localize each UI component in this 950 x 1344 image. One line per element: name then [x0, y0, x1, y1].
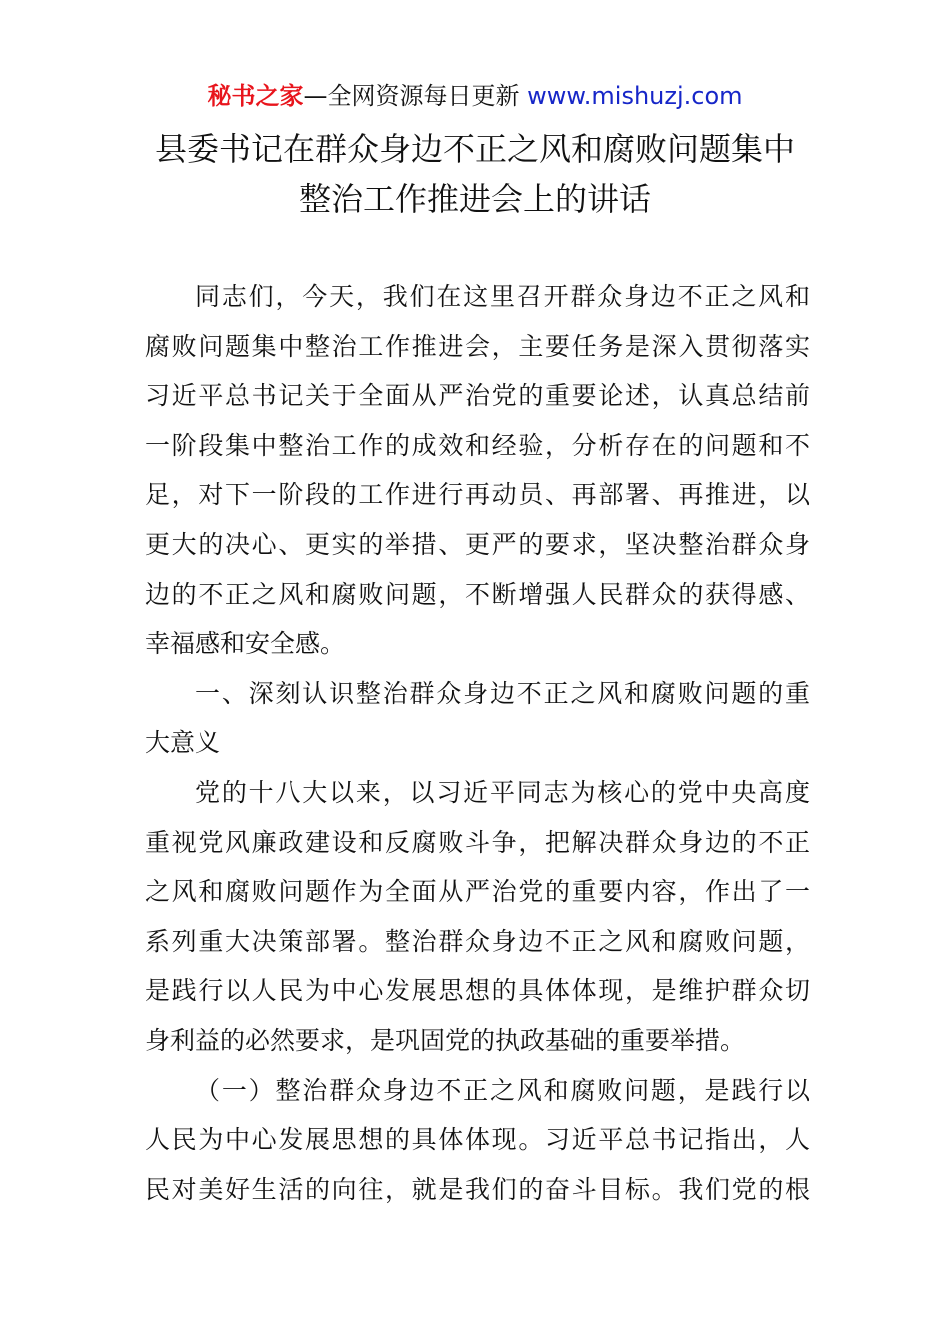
body-line: 党的十八大以来，以习近平同志为核心的党中央高度	[195, 777, 810, 807]
body-line: 边的不正之风和腐败问题，不断增强人民群众的获得感、	[145, 579, 810, 609]
site-tagline: —全网资源每日更新	[303, 82, 528, 110]
body-line: 一阶段集中整治工作的成效和经验，分析存在的问题和不	[145, 430, 810, 460]
body-line: 身利益的必然要求，是巩固党的执政基础的重要举措。	[145, 1025, 746, 1055]
body-line: 腐败问题集中整治工作推进会，主要任务是深入贯彻落实	[145, 331, 810, 361]
body-line: 人民为中心发展思想的具体体现。习近平总书记指出，人	[145, 1125, 810, 1155]
body-line: 习近平总书记关于全面从严治党的重要论述，认真总结前	[145, 381, 810, 411]
site-header	[0, 80, 950, 112]
site-brand: 秘书之家	[207, 82, 304, 110]
body-line: 同志们，今天，我们在这里召开群众身边不正之风和	[195, 282, 810, 311]
site-url-link[interactable]: www.mishuzj.com	[527, 82, 743, 110]
title-line-1: 县委书记在群众身边不正之风和腐败问题集中	[154, 130, 795, 168]
body-line: 更大的决心、更实的举措、更严的要求，坚决整治群众身	[145, 529, 810, 559]
body-line: 幸福感和安全感。	[145, 629, 346, 659]
body-line: 重视党风廉政建设和反腐败斗争，把解决群众身边的不正	[145, 827, 810, 857]
body-line: 足，对下一阶段的工作进行再动员、再部署、再推进，以	[145, 480, 810, 510]
title-line-2: 整治工作推进会上的讲话	[298, 180, 651, 218]
body-line: 是践行以人民为中心发展思想的具体体现，是维护群众切	[145, 976, 810, 1006]
section-heading-line: 一、深刻认识整治群众身边不正之风和腐败问题的重	[195, 678, 810, 708]
body-line: 民对美好生活的向往，就是我们的奋斗目标。我们党的根	[145, 1174, 810, 1204]
document-title	[100, 124, 850, 224]
section-heading-line: 大意义	[145, 728, 221, 758]
body-line: 之风和腐败问题作为全面从严治党的重要内容，作出了一	[145, 877, 810, 907]
document-body	[145, 272, 810, 1214]
subsection-line: （一）整治群众身边不正之风和腐败问题，是践行以	[195, 1075, 810, 1105]
body-line: 系列重大决策部署。整治群众身边不正之风和腐败问题，	[145, 926, 810, 956]
